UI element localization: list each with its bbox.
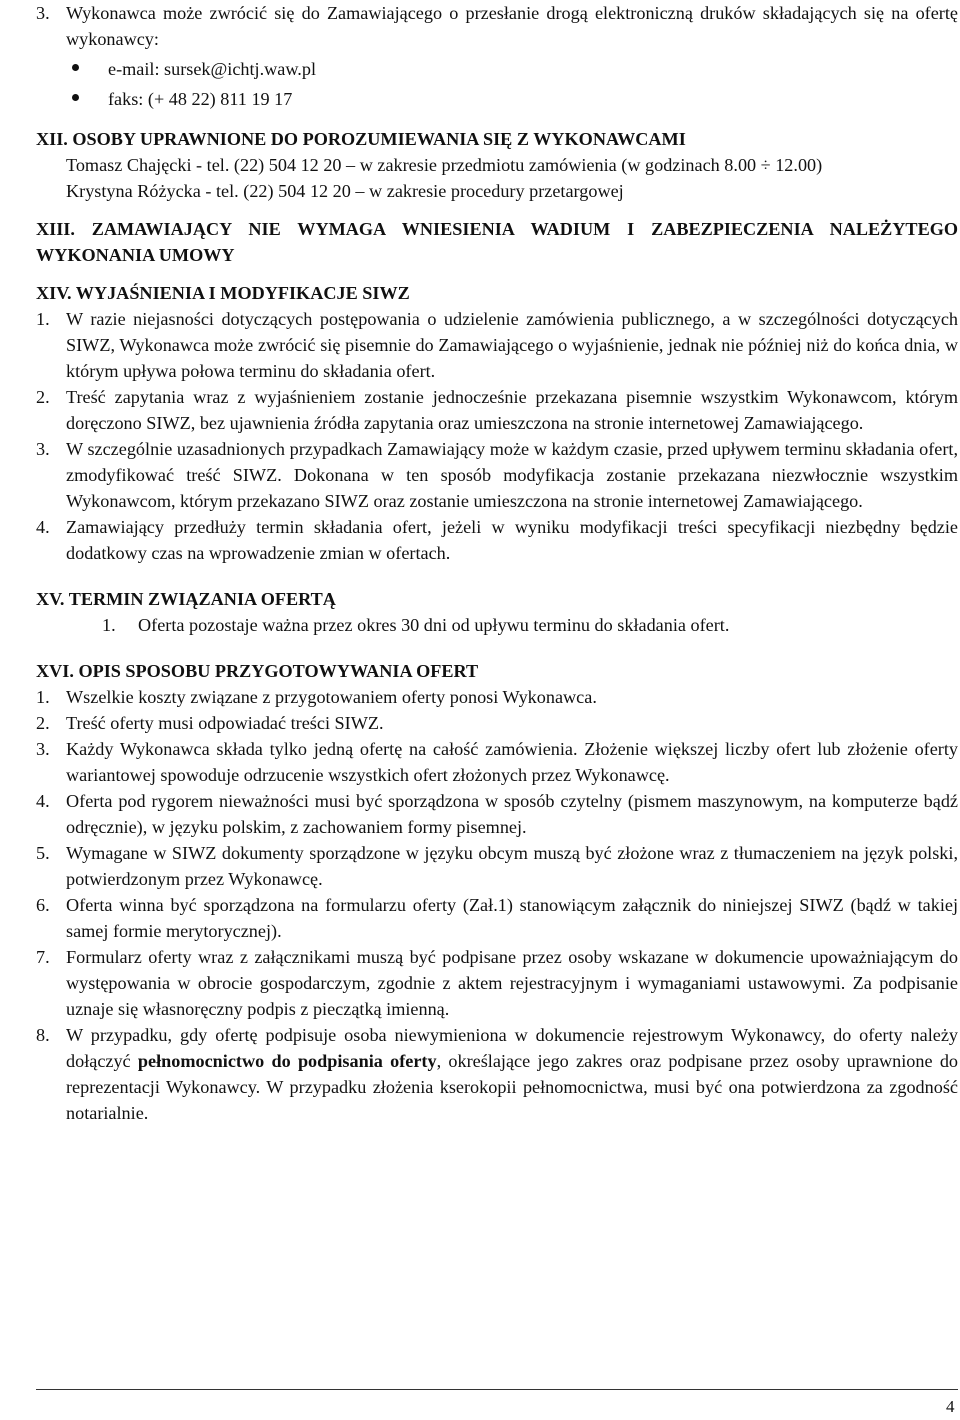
contact-email-text: e-mail: sursek@ichtj.waw.pl [108, 59, 317, 79]
section-heading-xii: XII. OSOBY UPRAWNIONE DO POROZUMIEWANIA SIĘ Z WYKONAWCAMI [36, 129, 686, 149]
item-number: 4. [36, 517, 50, 537]
item-number: 7. [36, 947, 50, 967]
list-item [36, 788, 958, 840]
document-page [36, 0, 958, 1126]
list-item [36, 684, 958, 710]
item-number: 1. [102, 615, 116, 635]
contact-person-line: Tomasz Chajęcki - tel. (22) 504 12 20 – w zakresie przedmiotu zamówienia (w godzinach 8.00 ÷ 12.00) [66, 155, 823, 175]
list-item [36, 944, 958, 1022]
section-heading-xiii: XIII. ZAMAWIAJĄCY NIE WYMAGA WNIESIENIA WADIUM I ZABEZPIECZENIA NALEŻYTEGO WYKONANIA UMOWY [36, 219, 958, 265]
item-text: W szczególnie uzasadnionych przypadkach Zamawiający może w każdym czasie, przed upływem terminu składania ofert, zmodyfikować treść SIWZ. Dokonana w ten sposób modyfikacja zostanie przekazana niezwłocznie wszystkim Wykonawcom, którym przekazano SIWZ oraz zostanie umieszczona na stronie internetowej Zamawiającego. [66, 439, 958, 511]
contact-fax-text: faks: (+ 48 22) 811 19 17 [108, 89, 293, 109]
item-number: 6. [36, 895, 50, 915]
list-item [36, 514, 958, 566]
item-number: 2. [36, 387, 50, 407]
item-number: 2. [36, 713, 50, 733]
section-heading-xvi: XVI. OPIS SPOSOBU PRZYGOTOWYWANIA OFERT [36, 661, 479, 681]
contact-person-line: Krystyna Różycka - tel. (22) 504 12 20 – w zakresie procedury przetargowej [66, 181, 624, 201]
list-item [36, 892, 958, 944]
intro-item [36, 0, 958, 52]
contact-fax [36, 86, 958, 112]
list-item [36, 710, 958, 736]
list-item [36, 384, 958, 436]
item-number: 4. [36, 791, 50, 811]
item-text: Wykonawca może zwrócić się do Zamawiającego o przesłanie drogą elektroniczną druków składających się na ofertę wykonawcy: [66, 3, 958, 49]
item-text: W razie niejasności dotyczących postępowania o udzielenie zamówienia publicznego, a w szczególności dotyczących SIWZ, Wykonawca może zwrócić się pisemnie do Zamawiającego o wyjaśnienie, jednak nie później niż do końca dnia, w którym upływa połowa terminu do składania ofert. [66, 309, 958, 381]
item-text: Wymagane w SIWZ dokumenty sporządzone w języku obcym muszą być złożone wraz z tłumaczeniem na język polski, potwierdzonym przez Wykonawcę. [66, 843, 958, 889]
item-number: 3. [36, 739, 50, 759]
item-text: Treść zapytania wraz z wyjaśnieniem zostanie jednocześnie przekazana pisemnie wszystkim Wykonawcom, którym doręczono SIWZ, bez ujawnienia źródła zapytania oraz umieszczona na stronie internetowej Zamawiającego. [66, 387, 958, 433]
item-text-before: W przypadku, gdy ofertę podpisuje osoba niewymieniona w dokumencie rejestrowym Wykonawcy, do oferty należy dołączyć [66, 1025, 958, 1071]
item-text-after: , określające jego zakres oraz podpisane przez osoby uprawnione do reprezentacji Wykonawcy. W przypadku złożenia kserokopii pełnomocnictwa, musi być ona potwierdzona za zgodność notarialnie. [66, 1051, 959, 1123]
contact-email [36, 56, 958, 82]
item-text: Oferta pozostaje ważna przez okres 30 dni od upływu terminu do składania ofert. [138, 615, 730, 635]
item-text: Treść oferty musi odpowiadać treści SIWZ. [66, 713, 384, 733]
section-heading-xiv: XIV. WYJAŚNIENIA I MODYFIKACJE SIWZ [36, 283, 410, 303]
item-text: Zamawiający przedłuży termin składania ofert, jeżeli w wyniku modyfikacji treści specyfikacji niezbędny będzie dodatkowy czas na wprowadzenie zmian w ofertach. [66, 517, 958, 563]
contact-list [36, 56, 958, 112]
list-item [36, 1022, 958, 1126]
item-number: 3. [36, 439, 50, 459]
list-item [36, 306, 958, 384]
list-item [36, 612, 958, 638]
list-item [36, 436, 958, 514]
list-item [36, 840, 958, 892]
item-number: 1. [36, 687, 50, 707]
section-heading-xv: XV. TERMIN ZWIĄZANIA OFERTĄ [36, 589, 336, 609]
item-text: Oferta pod rygorem nieważności musi być sporządzona w sposób czytelny (pismem maszynowym, na komputerze bądź odręcznie), w języku polskim, z zachowaniem formy pisemnej. [66, 791, 958, 837]
footer-divider [36, 1389, 958, 1390]
item-number: 5. [36, 843, 50, 863]
item-number: 8. [36, 1025, 50, 1045]
item-number: 1. [36, 309, 50, 329]
item-text: Wszelkie koszty związane z przygotowaniem oferty ponosi Wykonawca. [66, 687, 597, 707]
item-text: Oferta winna być sporządzona na formularzu oferty (Zał.1) stanowiącym załącznik do niniejszej SIWZ (bądź w takiej samej formie merytorycznej). [66, 895, 958, 941]
item-number: 3. [36, 3, 50, 23]
list-item [36, 736, 958, 788]
item-text: Każdy Wykonawca składa tylko jedną ofertę na całość zamówienia. Złożenie większej liczby ofert lub złożenie oferty wariantowej spowoduje odrzucenie wszystkich ofert złożonych przez Wykonawcę. [66, 739, 958, 785]
page-number: 4 [946, 1397, 955, 1416]
item-text: Formularz oferty wraz z załącznikami muszą być podpisane przez osoby wskazane w dokumencie upoważniającym do występowania w obrocie gospodarczym, zgodnie z aktem rejestracyjnym i wymaganiami ustawowymi. Za podpisanie uznaje się własnoręczny podpis z pieczątką imienną. [66, 947, 958, 1019]
item-text-bold: pełnomocnictwo do podpisania oferty [137, 1051, 437, 1071]
